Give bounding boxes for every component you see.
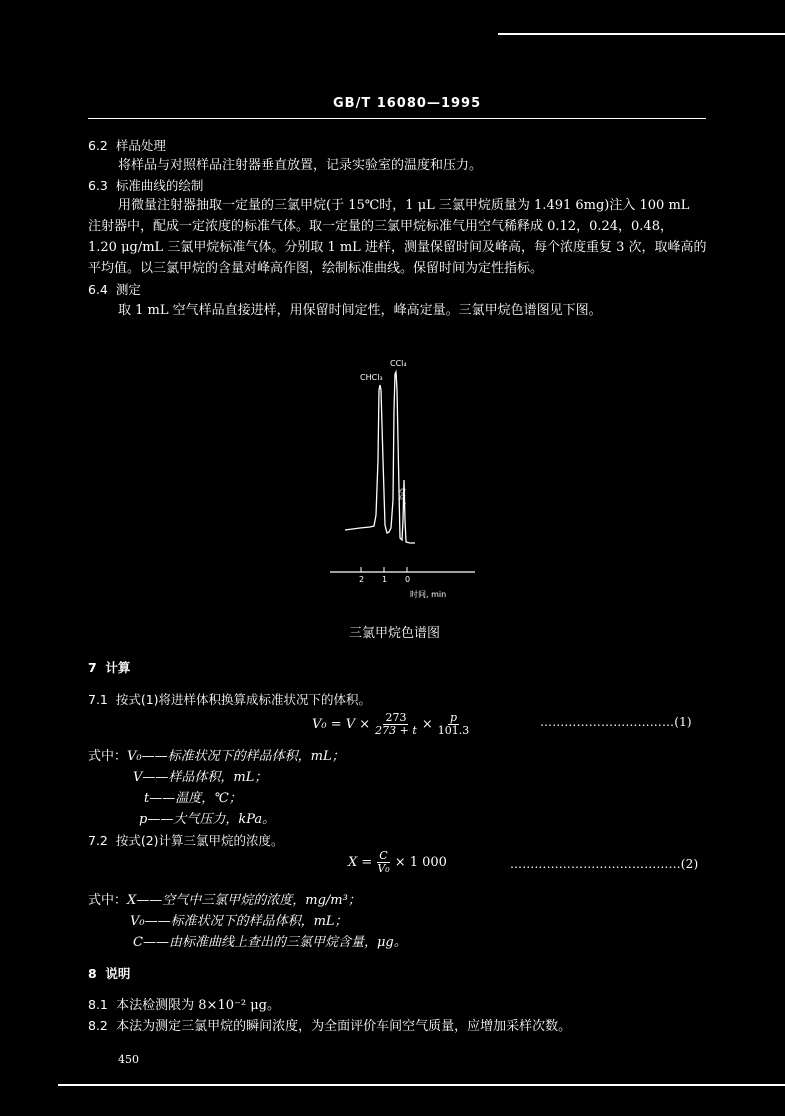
fraction [438,712,470,737]
section-title: 样品处理 [115,138,166,153]
section-6-2-body: 将样品与对照样品注射器垂直放置，记录实验室的温度和压力。 [118,158,483,173]
definition: X——空气中三氯甲烷的浓度，mg/m³； [127,893,361,908]
section-6-4-body: 取 1 mL 空气样品直接进样，用保留时间定性，峰高定量。三氯甲烷色谱图见下图。 [118,303,602,318]
section-text: 按式(2)计算三氯甲烷的浓度。 [115,833,284,848]
section-text: 按式(1)将进样体积换算成标准状况下的体积。 [115,692,372,707]
peak-label-chcl3: CHCl₃ [360,373,383,382]
axis-label: 时间, min [410,590,447,599]
fraction [375,712,417,737]
section-title: 计算 [105,660,131,675]
paragraph-line: 1.20 μg/mL 三氯甲烷标准气体。分别取 1 mL 进样，测量保留时间及峰高，每个浓度重复 3 次，取峰高的 [88,240,707,255]
section-number: 6.4 [88,282,108,297]
equation-number: ……………………………(1) [540,715,692,729]
times-sign: × [421,717,433,732]
definition: V₀——标准状况下的样品体积，mL； [130,914,348,929]
section-title: 说明 [105,966,131,981]
tick-label: 2 [359,575,365,584]
definition: C——由标准曲线上查出的三氯甲烷含量，μg。 [133,935,407,950]
standard-number: GB/T 16080—1995 [333,96,482,111]
where-intro: 式中：V₀——标准状况下的样品体积，mL； [88,749,345,764]
equation-number: ……………………………………(2) [510,857,699,871]
section-7-2-heading [88,833,284,849]
paragraph-line: 用微量注射器抽取一定量的三氯甲烷(于 15℃时，1 μL 三氯甲烷质量为 1.491 6mg)注入 100 mL [118,198,690,213]
numerator: p [449,711,457,724]
page-number: 450 [118,1053,139,1066]
paragraph-line: 注射器中，配成一定浓度的标准气体。取一定量的三氯甲烷标准气用空气稀释成 0.12，0.24，0.48， [88,219,673,234]
bottom-edge-line [58,1084,785,1086]
peak-label-ccl4: CCl₄ [390,359,407,368]
definition: V——样品体积，mL； [133,770,268,785]
section-number: 7 [88,660,97,675]
definition: V₀——标准状况下的样品体积，mL； [127,749,345,764]
denominator: 273 + t [375,724,417,737]
chromatogram-trace [345,372,415,543]
formula-lhs: X = [348,855,373,870]
formula-2 [348,850,447,875]
numerator: C [379,849,388,862]
definition: t——温度，℃； [144,791,242,806]
fraction [377,850,389,875]
section-6-4-heading [88,282,141,298]
list-item: 8.2 本法为测定三氯甲烷的瞬间浓度，为全面评价车间空气质量，应增加采样次数。 [88,1018,572,1034]
tick-label: 1 [382,575,388,584]
section-8-heading [88,966,130,982]
top-edge-line [498,33,785,35]
formula-rhs: × 1 000 [394,855,447,870]
section-title: 测定 [115,282,141,297]
section-7-heading [88,660,130,676]
peak-label-air: 空气 [397,488,407,504]
section-title: 标准曲线的绘制 [115,178,204,193]
section-number: 7.2 [88,833,108,848]
definition: p——大气压力，kPa。 [139,812,276,827]
section-6-2-heading [88,138,166,154]
denominator: V₀ [377,862,390,875]
section-number: 6.3 [88,178,108,193]
numerator: 273 [385,711,407,724]
formula-1 [312,712,469,737]
list-item: 8.1 本法检测限为 8×10⁻² μg。 [88,997,280,1013]
section-number: 8 [88,966,97,981]
chromatogram-figure [330,350,490,610]
tick-label: 0 [405,575,411,584]
formula-lhs: V₀ = V × [312,717,371,732]
section-number: 7.1 [88,692,108,707]
section-7-1-heading [88,692,371,708]
paragraph-line: 平均值。以三氯甲烷的含量对峰高作图，绘制标准曲线。保留时间为定性指标。 [88,261,544,276]
section-number: 6.2 [88,138,108,153]
figure-caption: 三氯甲烷色谱图 [349,626,441,641]
section-6-3-heading [88,178,203,194]
header-rule [88,118,706,119]
where-intro: 式中：X——空气中三氯甲烷的浓度，mg/m³； [88,893,361,908]
denominator: 101.3 [437,724,470,737]
